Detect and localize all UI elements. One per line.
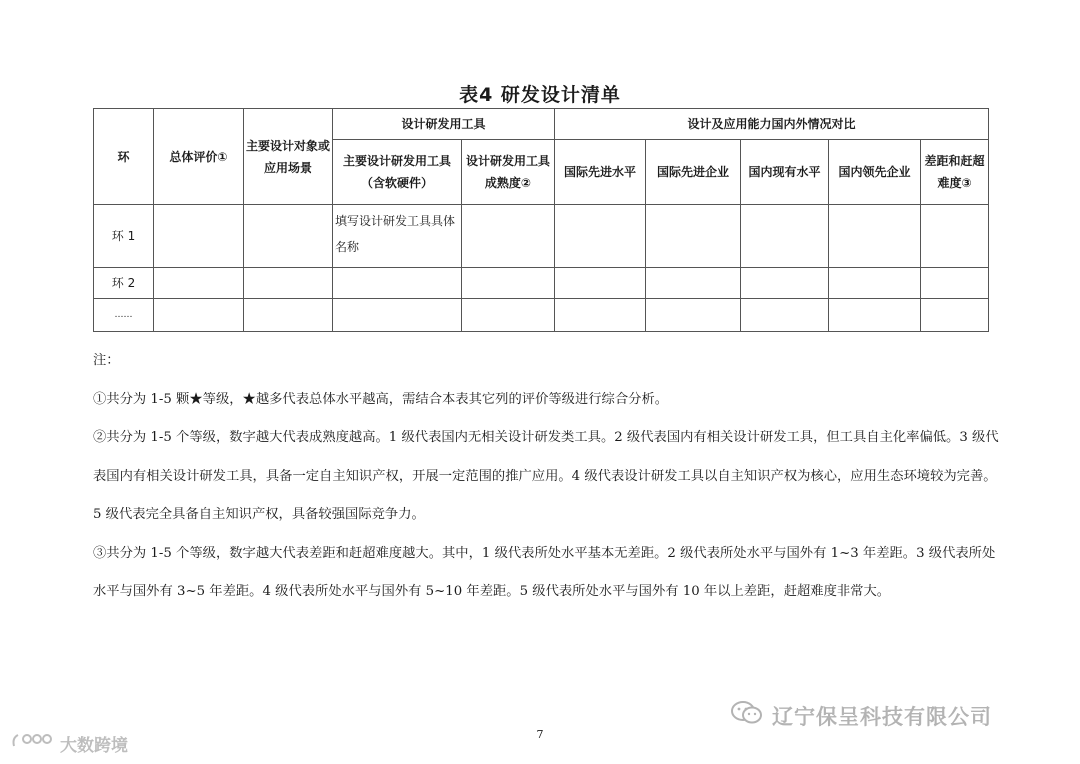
page-number: 7 bbox=[536, 728, 544, 741]
table-row bbox=[94, 299, 989, 332]
rd-design-table bbox=[93, 108, 989, 332]
header-intl-level: 国际先进水平 bbox=[555, 140, 646, 205]
watermark-source bbox=[10, 730, 128, 757]
document-title: 表4 研发设计清单 bbox=[459, 84, 621, 106]
header-main-tool: 主要设计研发用工具（含软硬件） bbox=[333, 140, 462, 205]
header-domestic-level: 国内现有水平 bbox=[741, 140, 829, 205]
header-tool-maturity: 设计研发用工具成熟度② bbox=[462, 140, 555, 205]
header-comparison-group: 设计及应用能力国内外情况对比 bbox=[555, 109, 989, 140]
note-2: ②共分为 1-5 个等级，数字越大代表成熟度越高。1 级代表国内无相关设计研发类工具。2 级代表国内有相关设计研发工具，但工具自主化率偏低。3 级代表国内有相关设计研发工具，具备一定自主知识产权，开展一定范围的推广应用。4 级代表设计研发工具以自主知识产权为核心，应用生态环境较为完善。5 级代表完全具备自主知识产权，具备较强国际竞争力。 bbox=[93, 430, 999, 522]
notes-section bbox=[93, 342, 1003, 612]
table-row bbox=[94, 205, 989, 268]
header-design-object: 主要设计对象或应用场景 bbox=[244, 109, 333, 205]
row-label: 环 2 bbox=[94, 268, 154, 299]
brand-logo-icon bbox=[10, 730, 56, 757]
note-1: ①共分为 1-5 颗★等级，★越多代表总体水平越高，需结合本表其它列的评价等级进行综合分析。 bbox=[93, 391, 669, 407]
watermark-source-text: 大数跨境 bbox=[60, 736, 128, 756]
notes-heading: 注： bbox=[93, 353, 120, 368]
header-link: 环 bbox=[94, 109, 154, 205]
table-row bbox=[94, 268, 989, 299]
row-label: …… bbox=[94, 299, 154, 332]
header-intl-company: 国际先进企业 bbox=[646, 140, 741, 205]
tool-hint: 填写设计研发工具具体名称 bbox=[333, 205, 462, 268]
watermark-company-text: 辽宁保呈科技有限公司 bbox=[772, 704, 992, 729]
note-3: ③共分为 1-5 个等级，数字越大代表差距和赶超难度越大。其中，1 级代表所处水平基本无差距。2 级代表所处水平与国外有 1~3 年差距。3 级代表所处水平与国外有 3~5 年差距。4 级代表所处水平与国外有 5~10 年差距。5 级代表所处水平与国外有 10 年以上差距，赶超难度非常大。 bbox=[93, 545, 996, 599]
wechat-icon bbox=[730, 700, 764, 731]
watermark-company bbox=[730, 700, 992, 731]
header-tools-group: 设计研发用工具 bbox=[333, 109, 555, 140]
header-overall-rating: 总体评价① bbox=[154, 109, 244, 205]
header-domestic-company: 国内领先企业 bbox=[829, 140, 921, 205]
row-label: 环 1 bbox=[94, 205, 154, 268]
header-gap-difficulty: 差距和赶超难度③ bbox=[921, 140, 989, 205]
